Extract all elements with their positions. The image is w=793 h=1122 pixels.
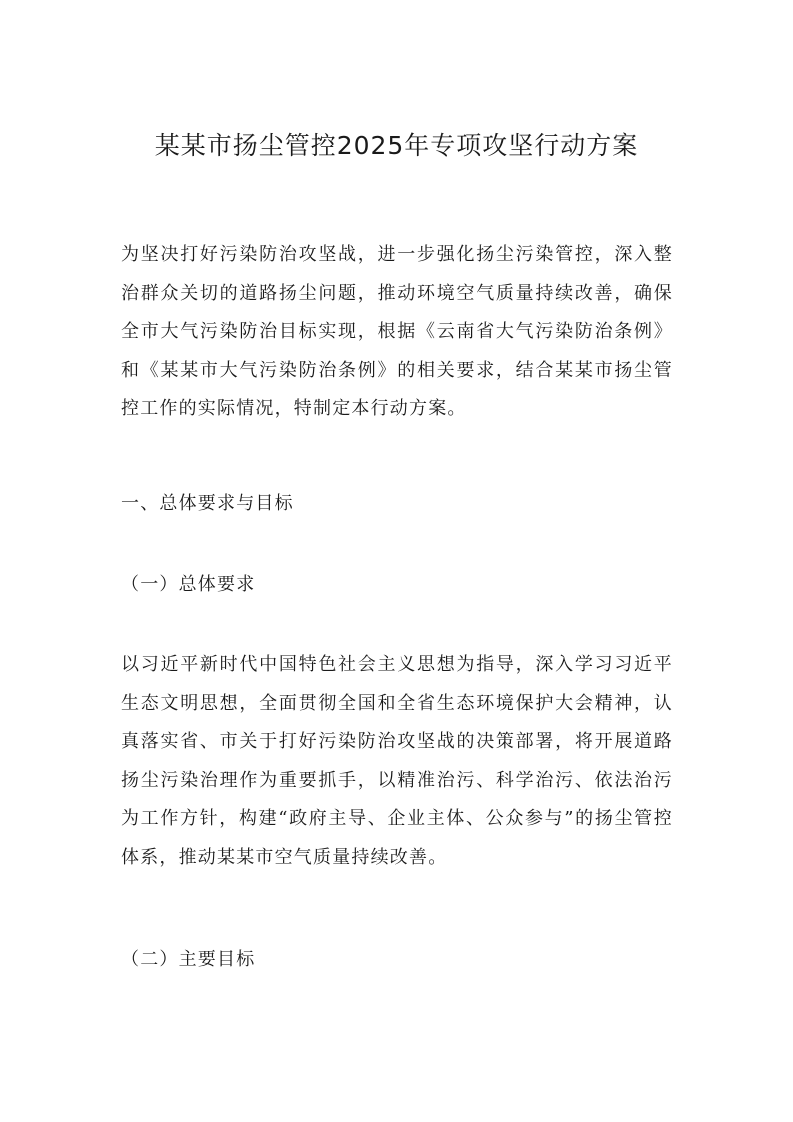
subsection-heading-1-1: （一）总体要求 xyxy=(121,574,256,595)
intro-paragraph: 为坚决打好污染防治攻坚战，进一步强化扬尘污染管控，深入整治群众关切的道路扬尘问题，推动环境空气质量持续改善，确保全市大气污染防治目标实现，根据《云南省大气污染防治条例》和《某某市大气污染防治条例》的相关要求，结合某某市扬尘管控工作的实际情况，特制定本行动方案。 xyxy=(121,244,673,419)
section-heading-1: 一、总体要求与目标 xyxy=(121,493,294,514)
subsection-body-1-1: 以习近平新时代中国特色社会主义思想为指导，深入学习习近平生态文明思想，全面贯彻全国和全省生态环境保护大会精神，认真落实省、市关于打好污染防治攻坚战的决策部署，将开展道路扬尘污染治理作为重要抓手，以精准治污、科学治污、依法治污为工作方针，构建“政府主导、企业主体、公众参与”的扬尘管控体系，推动某某市空气质量持续改善。 xyxy=(121,654,673,868)
subsection-heading-1-2: （二）主要目标 xyxy=(121,949,256,970)
document-title: 某某市扬尘管控2025年专项攻坚行动方案 xyxy=(154,131,639,160)
